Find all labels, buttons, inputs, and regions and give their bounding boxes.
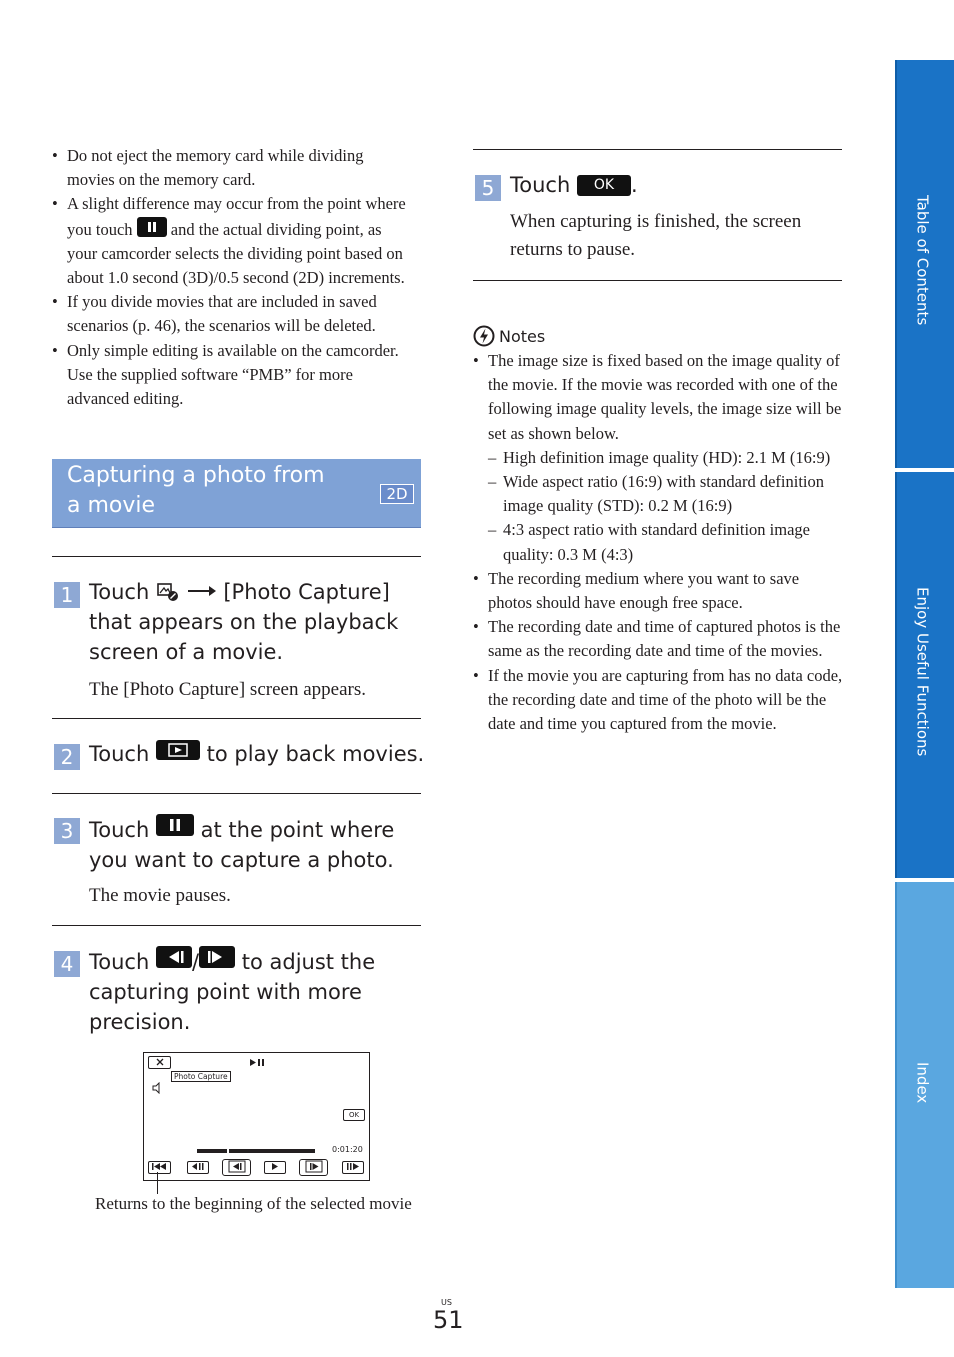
step-number: 2 (54, 744, 80, 770)
slash: / (191, 950, 200, 974)
bullet-item: • Do not eject the memory card while dividing movies on the memory card. (52, 144, 412, 192)
divider (52, 556, 421, 557)
step-number: 3 (54, 818, 80, 844)
note-subitem: – High definition image quality (HD): 2.1 M (16:9) (488, 446, 843, 470)
edit-icon (156, 582, 180, 602)
step-body: The movie pauses. (89, 885, 231, 906)
frame-back-button[interactable] (222, 1159, 251, 1176)
divider (52, 793, 421, 794)
bullet-item: • If you divide movies that are included in saved scenarios (p. 46), the scenarios will be deleted. (52, 290, 412, 338)
step-title-text: to adjust the capturing point with more precision. (89, 950, 376, 1034)
section-title-line: a movie (67, 493, 156, 518)
note-text: The image size is fixed based on the image quality of the movie. If the movie was recorded with one of the following image quality levels, the image size will be set as shown below. (488, 351, 842, 443)
arrow-right-icon (187, 584, 217, 598)
2d-badge: 2D (380, 484, 414, 504)
note-subitem: – Wide aspect ratio (16:9) with standard definition image quality (STD): 0.2 M (16:9) (488, 470, 843, 518)
touch-word: Touch (510, 173, 571, 197)
touch-word: Touch (89, 818, 150, 842)
step-title (510, 170, 840, 200)
note-item (473, 349, 843, 567)
divider (52, 718, 421, 719)
photo-capture-label: Photo Capture (171, 1071, 231, 1082)
caption: Returns to the beginning of the selected movie (95, 1194, 412, 1213)
touch-word: Touch (89, 950, 150, 974)
step-title-text: at the point where you want to capture a photo. (89, 818, 395, 872)
page-number: 51 (433, 1306, 464, 1334)
volume-icon[interactable] (151, 1082, 163, 1094)
tab-enjoy-useful-functions[interactable] (895, 472, 954, 878)
time-display: 0:01:20 (332, 1145, 363, 1154)
notes-icon (473, 325, 495, 347)
touch-word: Touch (89, 580, 150, 604)
bullet-item (52, 192, 412, 290)
pause-icon (137, 217, 167, 237)
notes-list (473, 349, 843, 736)
step-body: The [Photo Capture] screen appears. (89, 679, 366, 700)
period: . (630, 173, 638, 197)
progress-bar (197, 1149, 315, 1153)
bullet-text: and the actual dividing point, as your camcorder selects the dividing point based on about 1.0 second (3D)/0.5 second (2D) increments. (67, 219, 405, 288)
bullet-item: • Only simple editing is available on the camcorder. Use the supplied software “PMB” for more advanced editing. (52, 339, 412, 412)
note-item: • The recording medium where you want to save photos should have enough free space. (473, 567, 843, 615)
callout-line (157, 1172, 158, 1194)
section-title (67, 461, 325, 521)
progress-marker (227, 1148, 229, 1154)
slow-reverse-button[interactable] (187, 1161, 209, 1174)
top-bullet-list (52, 144, 412, 411)
close-button[interactable] (148, 1056, 171, 1069)
step-title (89, 946, 409, 1037)
divider (473, 149, 842, 150)
tab-label: Enjoy Useful Functions (913, 587, 932, 757)
pause-icon (156, 814, 194, 836)
frame-back-icon (156, 946, 192, 968)
step-number: 5 (475, 175, 501, 201)
section-header (52, 459, 421, 528)
page-region: US (441, 1298, 452, 1307)
tab-index[interactable] (895, 882, 954, 1288)
beginning-button[interactable] (148, 1161, 171, 1174)
ok-icon: OK (577, 175, 631, 196)
playback-icon (156, 740, 200, 760)
photo-capture-screen (143, 1052, 370, 1181)
step-body: When capturing is finished, the screen returns to pause. (510, 211, 802, 260)
step-number: 1 (54, 582, 80, 608)
tab-table-of-contents[interactable] (895, 60, 954, 468)
note-item: • The recording date and time of captured photos is the same as the recording date and time of the movies. (473, 615, 843, 663)
step-number: 4 (54, 951, 80, 977)
divider (473, 280, 842, 281)
step-title (89, 739, 429, 769)
tab-label: Table of Contents (913, 195, 932, 326)
slow-forward-button[interactable] (342, 1161, 364, 1174)
note-item: • If the movie you are capturing from has no data code, the recording date and time of the photo will be the date and time you captured from the movie. (473, 664, 843, 737)
step-title (89, 814, 429, 875)
frame-forward-button[interactable] (299, 1159, 328, 1176)
touch-word: Touch (89, 742, 150, 766)
tab-label: Index (913, 1062, 932, 1104)
bullet-text: A slight difference may occur from the point where you touch (67, 194, 406, 239)
notes-heading (473, 325, 545, 347)
play-button[interactable] (264, 1161, 286, 1174)
frame-forward-icon (199, 946, 235, 968)
divider (52, 925, 421, 926)
play-pause-indicator-icon (249, 1058, 267, 1067)
step-title-text: to play back movies. (206, 742, 425, 766)
section-title-line: Capturing a photo from (67, 463, 325, 488)
note-subitem: – 4:3 aspect ratio with standard definition image quality: 0.3 M (4:3) (488, 518, 843, 566)
ok-button[interactable]: OK (343, 1109, 365, 1121)
notes-heading-text: Notes (499, 326, 546, 346)
step-title (89, 577, 424, 667)
step-title-text: [Photo Capture] that appears on the playback screen of a movie. (89, 580, 399, 664)
